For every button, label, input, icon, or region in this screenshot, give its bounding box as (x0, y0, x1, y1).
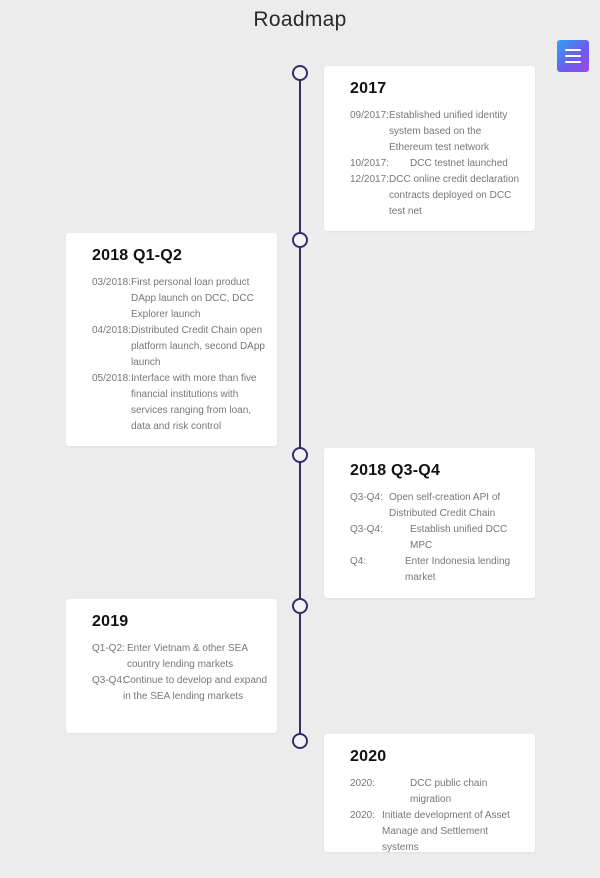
milestone-title: 2020 (350, 748, 387, 765)
entry-date: Q4: (350, 556, 367, 567)
milestone-title: 2019 (92, 613, 129, 630)
milestone-title: 2018 Q1-Q2 (92, 247, 183, 264)
entry-date: Q3-Q4: (92, 675, 125, 686)
milestone-card-2018-q1-q2 (66, 233, 277, 446)
entry-text: DCC testnet launched (410, 158, 508, 169)
milestone-card-2018-q3-q4 (324, 448, 535, 598)
milestone-entry (92, 371, 267, 435)
entry-text: Establish unified DCC MPC (410, 524, 508, 551)
timeline-node (292, 447, 308, 463)
hamburger-menu-icon (565, 55, 581, 57)
entry-date: 03/2018: (92, 277, 131, 288)
milestone-entry (92, 323, 267, 371)
entry-text: Enter Vietnam & other SEA country lending markets (127, 643, 248, 670)
entry-text: First personal loan product DApp launch on DCC, DCC Explorer launch (131, 277, 254, 320)
timeline-node (292, 733, 308, 749)
entry-text: Enter Indonesia lending market (405, 556, 511, 583)
milestone-entry (350, 172, 525, 220)
entry-date: 12/2017: (350, 174, 389, 185)
milestone-entry (350, 522, 525, 554)
timeline-node (292, 65, 308, 81)
timeline-node (292, 232, 308, 248)
timeline-line (299, 73, 301, 741)
hamburger-menu-icon (565, 49, 581, 51)
milestone-card-2017 (324, 66, 535, 231)
milestone-entry (92, 673, 267, 705)
timeline-node (292, 598, 308, 614)
entry-text: DCC online credit declaration contracts deployed on DCC test net (389, 174, 520, 217)
entry-text: Established unified identity system based on the Ethereum test network (389, 110, 508, 153)
milestone-entry (350, 156, 525, 172)
milestone-entry (350, 490, 525, 522)
milestone-entry (350, 554, 525, 586)
page-title: Roadmap (253, 8, 347, 31)
milestone-entry (350, 108, 525, 156)
entry-date: 09/2017: (350, 110, 389, 121)
entry-date: Q3-Q4: (350, 492, 383, 503)
entry-date: 2020: (350, 810, 376, 821)
milestone-title: 2017 (350, 80, 387, 97)
entry-date: Q3-Q4: (350, 524, 383, 535)
milestone-entry (92, 641, 267, 673)
entry-text: Interface with more than five financial institutions with services ranging from loan, data and risk control (131, 373, 257, 432)
milestone-title: 2018 Q3-Q4 (350, 462, 441, 479)
entry-date: 2020: (350, 778, 376, 789)
entry-date: Q1-Q2: (92, 643, 125, 654)
entry-text: Continue to develop and expand in the SEA lending markets (123, 675, 268, 702)
entry-date: 05/2018: (92, 373, 131, 384)
milestone-card-2019 (66, 599, 277, 733)
entry-text: Open self-creation API of Distributed Credit Chain (389, 492, 501, 519)
milestone-entry (350, 776, 525, 808)
entry-date: 10/2017: (350, 158, 389, 169)
menu-button[interactable] (557, 40, 589, 72)
milestone-card-2020 (324, 734, 535, 852)
milestone-entry (350, 808, 525, 856)
entry-text: Distributed Credit Chain open platform launch, second DApp launch (131, 325, 265, 368)
hamburger-menu-icon (565, 61, 581, 63)
milestone-entry (92, 275, 267, 323)
entry-text: DCC public chain migration (410, 778, 488, 805)
entry-text: Initiate development of Asset Manage and Settlement systems (382, 810, 510, 853)
entry-date: 04/2018: (92, 325, 131, 336)
